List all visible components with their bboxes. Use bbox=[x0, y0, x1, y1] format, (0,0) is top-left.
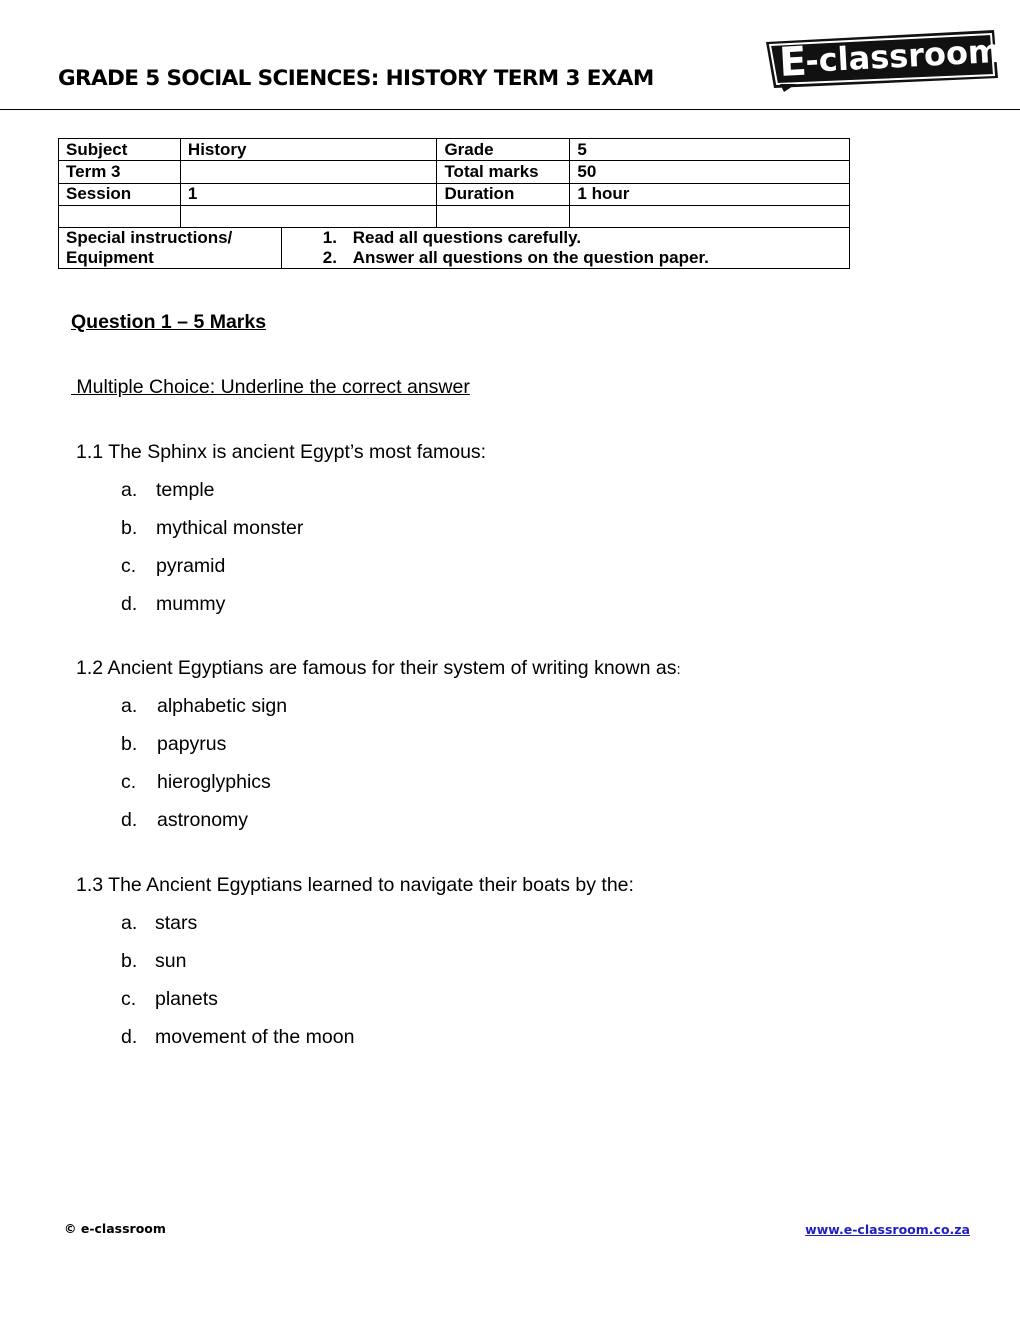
question-stem bbox=[76, 441, 486, 464]
option-letter: c. bbox=[121, 771, 137, 793]
e-classroom-logo bbox=[762, 28, 1000, 94]
option-text: planets bbox=[155, 988, 218, 1010]
option[interactable] bbox=[121, 555, 303, 593]
option[interactable] bbox=[121, 988, 354, 1026]
option-text: mummy bbox=[156, 593, 226, 615]
instruction-number: 1. bbox=[322, 228, 337, 248]
exam-info-table bbox=[58, 138, 850, 269]
option-letter: b. bbox=[121, 517, 138, 539]
option[interactable] bbox=[121, 733, 287, 771]
exam-title: GRADE 5 SOCIAL SCIENCES: HISTORY TERM 3 EXAM bbox=[58, 66, 654, 91]
grade-value: 5 bbox=[570, 139, 850, 161]
option-text: stars bbox=[155, 912, 198, 934]
special-label-line1: Special instructions/ bbox=[66, 228, 233, 248]
option-text: temple bbox=[156, 479, 215, 501]
instruction-number: 2. bbox=[322, 248, 337, 268]
option-text: astronomy bbox=[157, 809, 249, 831]
option[interactable] bbox=[121, 1026, 354, 1064]
session-value: 1 bbox=[180, 183, 437, 205]
option-letter: d. bbox=[121, 809, 138, 831]
footer-website-link[interactable]: www.e-classroom.co.za bbox=[805, 1222, 970, 1237]
empty-cell bbox=[570, 205, 850, 227]
svg-text:-classroom: -classroom bbox=[804, 31, 1000, 80]
option[interactable] bbox=[121, 479, 303, 517]
question-stem-text: 1.1 The Sphinx is ancient Egypt’s most famous: bbox=[76, 441, 487, 463]
header-divider bbox=[0, 109, 1020, 110]
option[interactable] bbox=[121, 809, 287, 847]
special-instructions-list bbox=[281, 228, 849, 269]
session-label: Session bbox=[59, 183, 181, 205]
special-instructions-label bbox=[59, 228, 282, 269]
option-letter: a. bbox=[121, 912, 138, 934]
total-marks-label: Total marks bbox=[437, 161, 570, 183]
option-list bbox=[121, 912, 354, 1064]
option-text: mythical monster bbox=[156, 517, 304, 539]
option-text: movement of the moon bbox=[155, 1026, 355, 1048]
term-value bbox=[180, 161, 437, 183]
question-instructions: Multiple Choice: Underline the correct answer bbox=[71, 376, 470, 398]
option-list bbox=[121, 695, 287, 847]
option-list bbox=[121, 479, 303, 631]
grade-label: Grade bbox=[437, 139, 570, 161]
svg-text:E: E bbox=[778, 38, 808, 86]
instruction-text: Answer all questions on the question paper. bbox=[352, 248, 709, 268]
empty-cell bbox=[437, 205, 570, 227]
option[interactable] bbox=[121, 912, 354, 950]
option-letter: c. bbox=[121, 555, 137, 577]
option[interactable] bbox=[121, 517, 303, 555]
term-label: Term 3 bbox=[59, 161, 181, 183]
option-letter: b. bbox=[121, 733, 138, 755]
subject-label: Subject bbox=[59, 139, 181, 161]
option[interactable] bbox=[121, 950, 354, 988]
question-heading: Question 1 – 5 Marks bbox=[71, 311, 267, 333]
duration-value: 1 hour bbox=[570, 183, 850, 205]
option-text: sun bbox=[155, 950, 187, 972]
footer-copyright: © e-classroom bbox=[64, 1221, 166, 1236]
question-stem-text: 1.2 Ancient Egyptians are famous for their system of writing known as bbox=[76, 657, 677, 679]
option-letter: b. bbox=[121, 950, 138, 972]
option[interactable] bbox=[121, 593, 303, 631]
option-text: papyrus bbox=[157, 733, 227, 755]
option-letter: a. bbox=[121, 479, 138, 501]
option-letter: d. bbox=[121, 1026, 138, 1048]
question-stem-suffix: : bbox=[676, 661, 681, 678]
option[interactable] bbox=[121, 771, 287, 809]
question-stem bbox=[76, 874, 634, 897]
subject-value: History bbox=[180, 139, 437, 161]
option-text: alphabetic sign bbox=[157, 695, 288, 717]
option-letter: d. bbox=[121, 593, 138, 615]
instruction-text: Read all questions carefully. bbox=[352, 228, 582, 248]
question-stem bbox=[76, 657, 681, 680]
instruction-item bbox=[323, 228, 842, 248]
option-text: hieroglyphics bbox=[157, 771, 271, 793]
special-label-line2: Equipment bbox=[66, 248, 154, 268]
option-letter: a. bbox=[121, 695, 138, 717]
empty-cell bbox=[59, 205, 181, 227]
option[interactable] bbox=[121, 695, 287, 733]
question-stem-text: 1.3 The Ancient Egyptians learned to navigate their boats by the: bbox=[76, 874, 634, 896]
option-letter: c. bbox=[121, 988, 137, 1010]
instruction-item bbox=[323, 248, 842, 268]
empty-cell bbox=[180, 205, 437, 227]
duration-label: Duration bbox=[437, 183, 570, 205]
option-text: pyramid bbox=[156, 555, 226, 577]
total-marks-value: 50 bbox=[570, 161, 850, 183]
